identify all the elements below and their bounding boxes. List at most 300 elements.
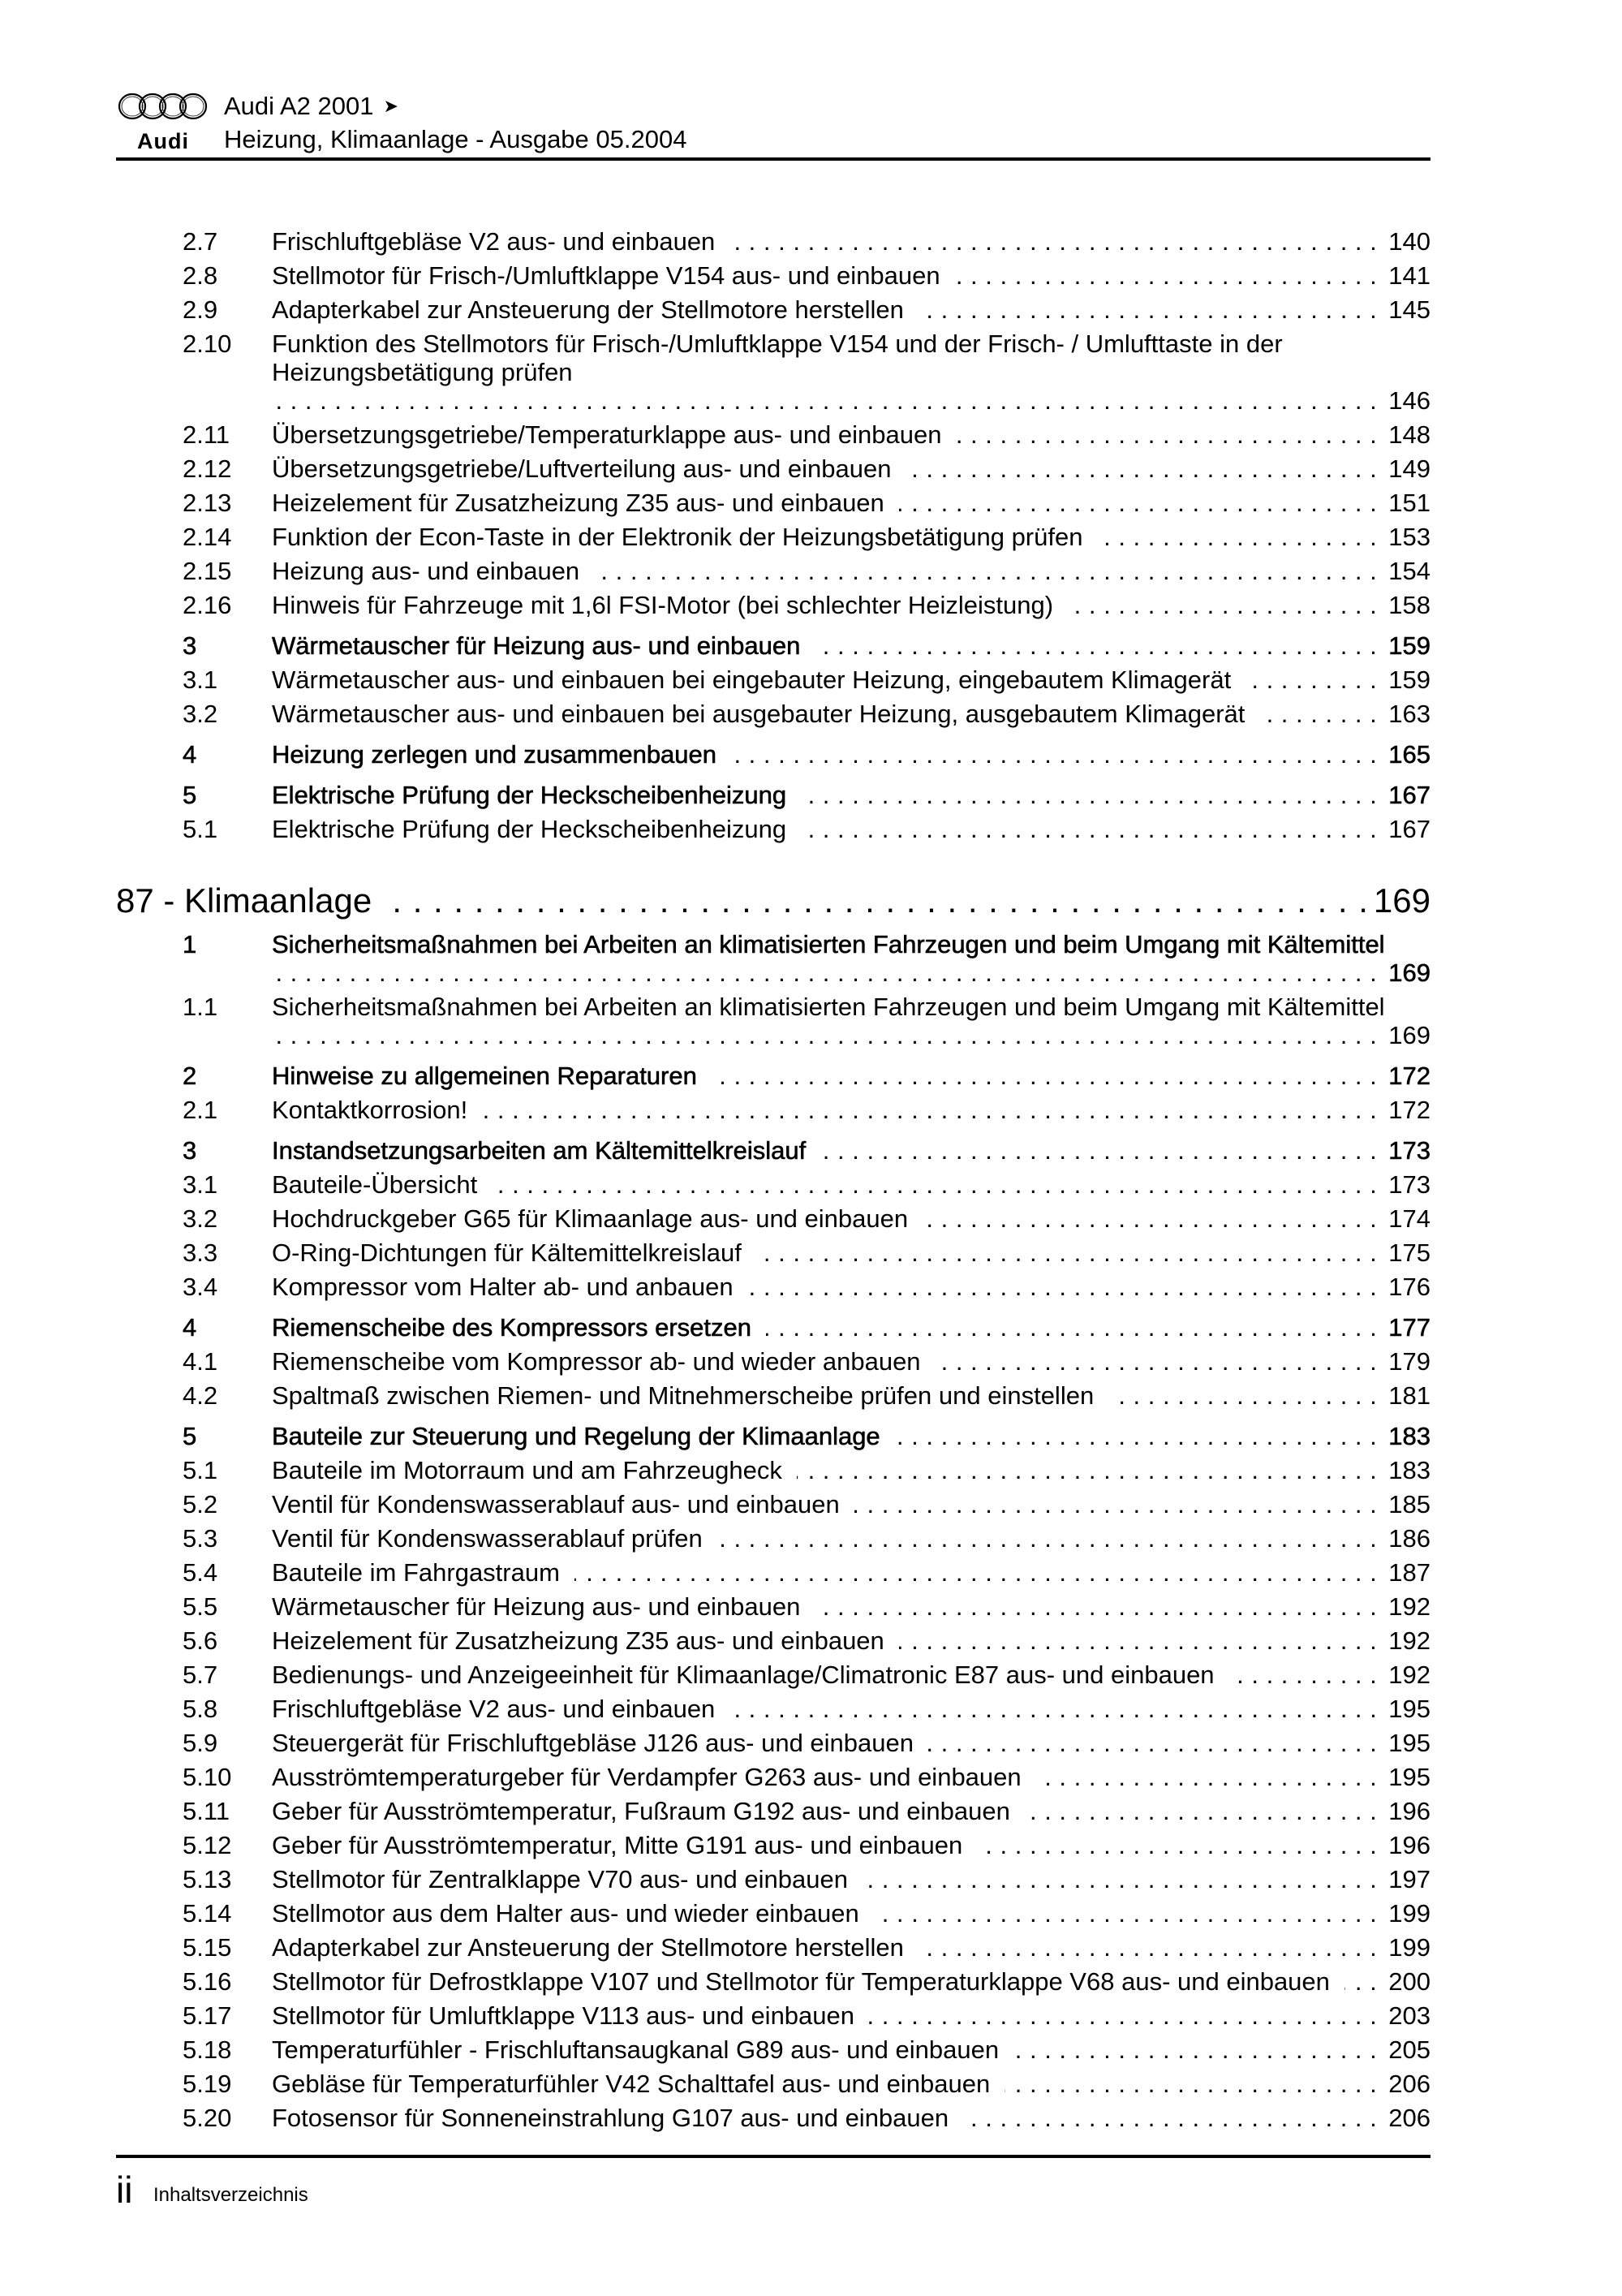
- entry-page-number: 174: [1388, 1204, 1431, 1233]
- entry-number: 5.17: [183, 2001, 232, 2030]
- entry-body: [272, 993, 1431, 1049]
- entry-title: Stellmotor für Defrostklappe V107 und Stellmotor für Temperaturklappe V68 aus- und einbauen: [272, 1967, 1330, 1996]
- dot-leader: [729, 1695, 1377, 1723]
- toc-entry[interactable]: [116, 261, 1431, 295]
- toc-entry[interactable]: [116, 2070, 1431, 2104]
- toc-entry[interactable]: [116, 1490, 1431, 1524]
- chapter-title: 87 - Klimaanlage: [116, 881, 372, 920]
- entry-body: [272, 1831, 1431, 1859]
- entry-page-number: 173: [1388, 1170, 1431, 1199]
- entry-body: [272, 1238, 1431, 1267]
- entry-body: [272, 489, 1431, 517]
- entry-title: Ventil für Kondenswasserablauf aus- und einbauen: [272, 1490, 840, 1518]
- entry-number: 5.10: [183, 1763, 232, 1791]
- entry-page-number: 167: [1388, 781, 1431, 809]
- entry-body: [272, 557, 1431, 585]
- entry-title: Funktion der Econ-Taste in der Elektronik der Heizungsbetätigung prüfen: [272, 523, 1083, 551]
- footer-rule: [116, 2155, 1431, 2158]
- entry-number: 5.11: [183, 1797, 230, 1825]
- entry-number: 2.7: [183, 227, 218, 256]
- entry-title: Temperaturfühler - Frischluftansaugkanal G89 aus- und einbauen: [272, 2035, 1000, 2064]
- entry-title: O-Ring-Dichtungen für Kältemittelkreislauf: [272, 1238, 742, 1267]
- entry-title: Heizelement für Zusatzheizung Z35 aus- und einbauen: [272, 489, 884, 517]
- toc-entry[interactable]: [116, 1238, 1431, 1273]
- entry-number: 5.2: [183, 1490, 218, 1518]
- dot-leader: [955, 261, 1378, 290]
- toc-entry[interactable]: [116, 631, 1431, 666]
- entry-body: [272, 1524, 1431, 1553]
- entry-title: Elektrische Prüfung der Heckscheibenheizung: [272, 815, 787, 843]
- dot-leader: [963, 2104, 1377, 2132]
- toc-entry[interactable]: [116, 330, 1431, 420]
- entry-page-number: 169: [1388, 958, 1431, 987]
- entry-number: 3.3: [183, 1238, 218, 1267]
- entry-body: [272, 1062, 1431, 1090]
- entry-title: Wärmetauscher aus- und einbauen bei ausgebauter Heizung, ausgebautem Klimagerät: [272, 700, 1246, 728]
- dot-leader: [272, 958, 1377, 987]
- entry-number: 1: [183, 930, 197, 958]
- entry-number: 1.1: [183, 993, 218, 1021]
- entry-title: Riemenscheibe vom Kompressor ab- und wieder anbauen: [272, 1347, 921, 1376]
- entry-page-number: 158: [1388, 591, 1431, 619]
- entry-title: Ventil für Kondenswasserablauf prüfen: [272, 1524, 703, 1553]
- entry-title: Übersetzungsgetriebe/Temperaturklappe aus- und einbauen: [272, 420, 942, 449]
- entry-number: 2.15: [183, 557, 232, 585]
- entry-body: [272, 1626, 1431, 1655]
- dot-leader: [919, 295, 1377, 324]
- entry-number: 2.13: [183, 489, 232, 517]
- entry-page-number: 145: [1388, 295, 1431, 324]
- toc-entry[interactable]: [116, 2104, 1431, 2138]
- toc-entry[interactable]: [116, 1381, 1431, 1415]
- entry-body: [272, 1347, 1431, 1376]
- entry-page-number: 176: [1388, 1273, 1431, 1301]
- toc-entry[interactable]: [116, 1763, 1431, 1797]
- entry-page-number: 183: [1388, 1456, 1431, 1484]
- entry-body: [272, 454, 1431, 483]
- entry-number: 5.14: [183, 1899, 232, 1928]
- dot-leader: [1259, 700, 1377, 728]
- entry-number: 2.11: [183, 420, 230, 449]
- entry-title: Frischluftgebläse V2 aus- und einbauen: [272, 227, 716, 256]
- entry-body: [272, 1136, 1431, 1165]
- entry-page-number: 179: [1388, 1347, 1431, 1376]
- dot-leader: [854, 1490, 1378, 1518]
- dot-leader: [712, 1062, 1377, 1090]
- entry-page-number: 206: [1388, 2070, 1431, 2098]
- toc-entry[interactable]: [116, 591, 1431, 625]
- entry-title: Geber für Ausströmtemperatur, Fußraum G192 aus- und einbauen: [272, 1797, 1010, 1825]
- dot-leader: [928, 1729, 1377, 1757]
- toc-entry[interactable]: [116, 557, 1431, 591]
- entry-title: Bedienungs- und Anzeigeeinheit für Klimaanlage/Climatronic E87 aus- und einbauen: [272, 1661, 1215, 1689]
- toc-entry[interactable]: [116, 1136, 1431, 1170]
- entry-number: 5.8: [183, 1695, 218, 1723]
- entry-body: [272, 1933, 1431, 1962]
- entry-body: [272, 1592, 1431, 1621]
- entry-number: 2.1: [183, 1096, 218, 1124]
- entry-number: 2.12: [183, 454, 232, 483]
- toc-entry[interactable]: [116, 295, 1431, 330]
- dot-leader: [801, 815, 1377, 843]
- dot-leader: [923, 1204, 1377, 1233]
- entry-body: [272, 591, 1431, 619]
- dot-leader: [874, 1899, 1378, 1928]
- entry-body: [272, 420, 1431, 449]
- entry-number: 5.1: [183, 815, 218, 843]
- toc-entry[interactable]: [116, 1273, 1431, 1307]
- dot-leader: [919, 1933, 1377, 1962]
- toc-entry[interactable]: [116, 930, 1431, 993]
- entry-page-number: 196: [1388, 1831, 1431, 1859]
- toc-entry[interactable]: [116, 740, 1431, 774]
- entry-body: [272, 1763, 1431, 1791]
- entry-page-number: 173: [1388, 1136, 1431, 1165]
- dot-leader: [1068, 591, 1377, 619]
- toc-entry[interactable]: [116, 2001, 1431, 2035]
- entry-number: 5.3: [183, 1524, 218, 1553]
- dot-leader: [1013, 2035, 1377, 2064]
- entry-page-number: 199: [1388, 1933, 1431, 1962]
- entry-title: Adapterkabel zur Ansteuerung der Stellmotore herstellen: [272, 295, 904, 324]
- toc-entry[interactable]: [116, 1899, 1431, 1933]
- entry-body: [272, 1797, 1431, 1825]
- entry-page-number: 206: [1388, 2104, 1431, 2132]
- entry-body: [272, 1096, 1431, 1124]
- dot-leader: [801, 781, 1377, 809]
- toc-entry[interactable]: [116, 454, 1431, 489]
- entry-number: 2.14: [183, 523, 232, 551]
- toc-entry[interactable]: [116, 1313, 1431, 1347]
- entry-page-number: 153: [1388, 523, 1431, 551]
- entry-number: 5.7: [183, 1661, 218, 1689]
- entry-title: Funktion des Stellmotors für Frisch-/Umluftklappe V154 und der Frisch- / Umlufttaste in der Heizungsbetätigung prüfen: [272, 330, 1283, 386]
- dot-leader: [482, 1096, 1377, 1124]
- entry-page-number: 151: [1388, 489, 1431, 517]
- dot-leader: [717, 1524, 1377, 1553]
- entry-number: 3: [183, 631, 197, 660]
- toc-entry[interactable]: [116, 781, 1431, 815]
- entry-body: [272, 1456, 1431, 1484]
- dot-leader: [899, 1626, 1377, 1655]
- entry-body: [272, 295, 1431, 324]
- entry-number: 5: [183, 781, 197, 809]
- dot-leader: [815, 631, 1377, 660]
- dot-leader: [977, 1831, 1377, 1859]
- entry-page-number: 146: [1388, 386, 1431, 415]
- dot-leader: [1246, 666, 1377, 694]
- toc-entry[interactable]: [116, 1524, 1431, 1558]
- entry-page-number: 165: [1388, 740, 1431, 769]
- entry-page-number: 172: [1388, 1096, 1431, 1124]
- dot-leader: [272, 1021, 1377, 1049]
- toc-entry[interactable]: [116, 815, 1431, 849]
- dot-leader: [574, 1558, 1377, 1587]
- entry-page-number: 196: [1388, 1797, 1431, 1825]
- entry-title: Heizung zerlegen und zusammenbauen: [272, 740, 717, 769]
- entry-page-number: 185: [1388, 1490, 1431, 1518]
- entry-page-number: 140: [1388, 227, 1431, 256]
- entry-page-number: 200: [1388, 1967, 1431, 1996]
- entry-title: Elektrische Prüfung der Heckscheibenheizung: [272, 781, 787, 809]
- entry-page-number: 163: [1388, 700, 1431, 728]
- entry-page-number: 186: [1388, 1524, 1431, 1553]
- dot-leader: [756, 1238, 1377, 1267]
- entry-page-number: 192: [1388, 1661, 1431, 1689]
- entry-page-number: 205: [1388, 2035, 1431, 2064]
- dot-leader: [863, 1865, 1377, 1893]
- entry-number: 5.9: [183, 1729, 218, 1757]
- dot-leader: [936, 1347, 1378, 1376]
- dot-leader: [393, 881, 1369, 920]
- entry-number: 5.20: [183, 2104, 232, 2132]
- entry-number: 4.2: [183, 1381, 218, 1410]
- entry-page-number: 192: [1388, 1626, 1431, 1655]
- entry-page-number: 154: [1388, 557, 1431, 585]
- toc-group-klimaanlage: [116, 930, 1431, 2138]
- entry-number: 2.8: [183, 261, 218, 290]
- toc-entry[interactable]: [116, 1729, 1431, 1763]
- entry-body: [272, 1313, 1431, 1342]
- audi-logo-icon: [116, 91, 213, 156]
- entry-title: Stellmotor aus dem Halter aus- und wieder einbauen: [272, 1899, 859, 1928]
- entry-body: [272, 227, 1431, 256]
- entry-number: 3.1: [183, 1170, 218, 1199]
- dot-leader: [1036, 1763, 1378, 1791]
- entry-body: [272, 1865, 1431, 1893]
- toc-entry[interactable]: [116, 666, 1431, 700]
- toc-entry[interactable]: [116, 1558, 1431, 1592]
- dot-leader: [797, 1456, 1377, 1484]
- toc-entry[interactable]: [116, 227, 1431, 261]
- entry-page-number: 149: [1388, 454, 1431, 483]
- toc-entry[interactable]: [116, 1661, 1431, 1695]
- entry-body: [272, 261, 1431, 290]
- entry-number: 2.10: [183, 330, 232, 358]
- dot-leader: [956, 420, 1377, 449]
- entry-number: 3.2: [183, 1204, 218, 1233]
- entry-page-number: 192: [1388, 1592, 1431, 1621]
- dot-leader: [895, 1422, 1378, 1450]
- entry-title: Fotosensor für Sonneneinstrahlung G107 aus- und einbauen: [272, 2104, 949, 2132]
- entry-body: [272, 1490, 1431, 1518]
- dot-leader: [1005, 2070, 1377, 2098]
- entry-body: [272, 1695, 1431, 1723]
- toc-entry[interactable]: [116, 1347, 1431, 1381]
- dot-leader: [1097, 523, 1377, 551]
- toc-entry[interactable]: [116, 993, 1431, 1055]
- dot-leader: [1344, 1967, 1377, 1996]
- entry-body: [272, 930, 1431, 987]
- entry-title: Stellmotor für Frisch-/Umluftklappe V154 aus- und einbauen: [272, 261, 940, 290]
- entry-title: Kompressor vom Halter ab- und anbauen: [272, 1273, 734, 1301]
- entry-number: 5.19: [183, 2070, 232, 2098]
- toc-entry[interactable]: [116, 1062, 1431, 1096]
- entry-page-number: 141: [1388, 261, 1431, 290]
- entry-page-number: 159: [1388, 631, 1431, 660]
- entry-title: Hochdruckgeber G65 für Klimaanlage aus- und einbauen: [272, 1204, 909, 1233]
- entry-title: Stellmotor für Zentralklappe V70 aus- und einbauen: [272, 1865, 848, 1893]
- entry-page-number: 169: [1388, 1021, 1431, 1049]
- dot-leader: [731, 740, 1377, 769]
- entry-body: [272, 1661, 1431, 1689]
- entry-title: Wärmetauscher für Heizung aus- und einbauen: [272, 1592, 801, 1621]
- entry-page-number: 181: [1388, 1381, 1431, 1410]
- entry-number: 5: [183, 1422, 197, 1450]
- entry-number: 5.4: [183, 1558, 218, 1587]
- entry-title: Stellmotor für Umluftklappe V113 aus- und einbauen: [272, 2001, 855, 2030]
- entry-page-number: 172: [1388, 1062, 1431, 1090]
- entry-body: [272, 1729, 1431, 1757]
- toc-entry[interactable]: [116, 1831, 1431, 1865]
- entry-body: [272, 631, 1431, 660]
- entry-body: [272, 1899, 1431, 1928]
- entry-title: Riemenscheibe des Kompressors ersetzen: [272, 1313, 751, 1342]
- toc-entry[interactable]: [116, 1967, 1431, 2001]
- dot-leader: [748, 1273, 1378, 1301]
- entry-title: Übersetzungsgetriebe/Luftverteilung aus- und einbauen: [272, 454, 892, 483]
- header-subtitle: Heizung, Klimaanlage - Ausgabe 05.2004: [224, 125, 687, 153]
- entry-number: 5.1: [183, 1456, 218, 1484]
- entry-body: [272, 700, 1431, 728]
- entry-page-number: 195: [1388, 1729, 1431, 1757]
- model-title: Audi A2 2001: [224, 92, 374, 120]
- entry-page-number: 177: [1388, 1313, 1431, 1342]
- entry-title: Sicherheitsmaßnahmen bei Arbeiten an klimatisierten Fahrzeugen und beim Umgang mit Kältemittel: [272, 993, 1385, 1021]
- dot-leader: [906, 454, 1377, 483]
- entry-title: Bauteile im Fahrgastraum: [272, 1558, 560, 1587]
- entry-number: 5.6: [183, 1626, 218, 1655]
- entry-body: [272, 330, 1431, 415]
- page-footer: [116, 2155, 1431, 2211]
- entry-body: [272, 815, 1431, 843]
- entry-body: [272, 523, 1431, 551]
- svg-text:Audi: Audi: [137, 129, 189, 153]
- right-arrowhead-icon: ➤: [383, 96, 398, 116]
- entry-body: [272, 740, 1431, 769]
- toc-entry[interactable]: [116, 1626, 1431, 1661]
- entry-title: Gebläse für Temperaturfühler V42 Schalttafel aus- und einbauen: [272, 2070, 991, 2098]
- toc-chapter-heading[interactable]: [116, 881, 1431, 920]
- entry-title: Heizung aus- und einbauen: [272, 557, 580, 585]
- toc-entry[interactable]: [116, 1170, 1431, 1204]
- entry-title: Kontaktkorrosion!: [272, 1096, 468, 1124]
- entry-title: Geber für Ausströmtemperatur, Mitte G191 aus- und einbauen: [272, 1831, 963, 1859]
- toc-entry[interactable]: [116, 1865, 1431, 1899]
- dot-leader: [820, 1136, 1377, 1165]
- dot-leader: [869, 2001, 1377, 2030]
- entry-number: 5.13: [183, 1865, 232, 1893]
- entry-number: 5.16: [183, 1967, 232, 1996]
- entry-number: 3.2: [183, 700, 218, 728]
- entry-title: Bauteile zur Steuerung und Regelung der Klimaanlage: [272, 1422, 880, 1450]
- entry-title: Wärmetauscher für Heizung aus- und einbauen: [272, 631, 801, 660]
- toc-entry[interactable]: [116, 523, 1431, 557]
- entry-title: Ausströmtemperaturgeber für Verdampfer G263 aus- und einbauen: [272, 1763, 1022, 1791]
- toc-entry[interactable]: [116, 1933, 1431, 1967]
- entry-body: [272, 1204, 1431, 1233]
- entry-body: [272, 1273, 1431, 1301]
- toc-entry[interactable]: [116, 1695, 1431, 1729]
- dot-leader: [1108, 1381, 1377, 1410]
- entry-body: [272, 1170, 1431, 1199]
- entry-number: 2: [183, 1062, 197, 1090]
- entry-page-number: 195: [1388, 1763, 1431, 1791]
- dot-leader: [766, 1313, 1377, 1342]
- toc-entry[interactable]: [116, 489, 1431, 523]
- entry-number: 3.1: [183, 666, 218, 694]
- entry-page-number: 159: [1388, 666, 1431, 694]
- entry-title: Frischluftgebläse V2 aus- und einbauen: [272, 1695, 716, 1723]
- entry-body: [272, 666, 1431, 694]
- dot-leader: [815, 1592, 1377, 1621]
- dot-leader: [594, 557, 1377, 585]
- footer-section-label: Inhaltsverzeichnis: [153, 2184, 308, 2206]
- toc-entry[interactable]: [116, 1204, 1431, 1238]
- header-rule: [116, 157, 1431, 161]
- entry-title: Bauteile im Motorraum und am Fahrzeugheck: [272, 1456, 782, 1484]
- entry-body: [272, 2001, 1431, 2030]
- toc-entry[interactable]: [116, 1456, 1431, 1490]
- entry-page-number: 167: [1388, 815, 1431, 843]
- toc-entry[interactable]: [116, 420, 1431, 454]
- toc-entry[interactable]: [116, 1592, 1431, 1626]
- entry-title: Spaltmaß zwischen Riemen- und Mitnehmerscheibe prüfen und einstellen: [272, 1381, 1095, 1410]
- entry-title: Instandsetzungsarbeiten am Kältemittelkreislauf: [272, 1136, 807, 1165]
- toc-entry[interactable]: [116, 1096, 1431, 1130]
- entry-number: 4: [183, 1313, 197, 1342]
- chapter-page-number: 169: [1373, 881, 1431, 920]
- toc-entry[interactable]: [116, 700, 1431, 734]
- entry-title: Adapterkabel zur Ansteuerung der Stellmotore herstellen: [272, 1933, 904, 1962]
- footer-page-number: ii: [116, 2169, 133, 2211]
- header-model-line: [224, 92, 398, 121]
- entry-page-number: 203: [1388, 2001, 1431, 2030]
- entry-body: [272, 1422, 1431, 1450]
- toc-entry[interactable]: [116, 1422, 1431, 1456]
- toc-entry[interactable]: [116, 1797, 1431, 1831]
- dot-leader: [272, 386, 1377, 415]
- entry-page-number: 187: [1388, 1558, 1431, 1587]
- entry-title: Hinweis für Fahrzeuge mit 1,6l FSI-Motor (bei schlechter Heizleistung): [272, 591, 1054, 619]
- toc-group-heizung: [116, 227, 1431, 849]
- entry-page-number: 183: [1388, 1422, 1431, 1450]
- entry-body: [272, 2104, 1431, 2132]
- entry-number: 3: [183, 1136, 197, 1165]
- dot-leader: [1229, 1661, 1378, 1689]
- entry-body: [272, 1381, 1431, 1410]
- entry-number: 5.12: [183, 1831, 232, 1859]
- entry-body: [272, 2070, 1431, 2098]
- entry-number: 2.16: [183, 591, 232, 619]
- entry-page-number: 148: [1388, 420, 1431, 449]
- entry-number: 5.15: [183, 1933, 232, 1962]
- page-header: [116, 91, 1431, 161]
- entry-title: Wärmetauscher aus- und einbauen bei eingebauter Heizung, eingebautem Klimagerät: [272, 666, 1232, 694]
- entry-page-number: 195: [1388, 1695, 1431, 1723]
- entry-title: Steuergerät für Frischluftgebläse J126 aus- und einbauen: [272, 1729, 914, 1757]
- entry-title: Hinweise zu allgemeinen Reparaturen: [272, 1062, 697, 1090]
- dot-leader: [899, 489, 1377, 517]
- entry-title: Heizelement für Zusatzheizung Z35 aus- und einbauen: [272, 1626, 884, 1655]
- entry-page-number: 175: [1388, 1238, 1431, 1267]
- entry-title: Bauteile-Übersicht: [272, 1170, 478, 1199]
- table-of-contents: [116, 227, 1431, 2138]
- entry-number: 5.18: [183, 2035, 232, 2064]
- toc-entry[interactable]: [116, 2035, 1431, 2070]
- entry-body: [272, 2035, 1431, 2064]
- dot-leader: [729, 227, 1377, 256]
